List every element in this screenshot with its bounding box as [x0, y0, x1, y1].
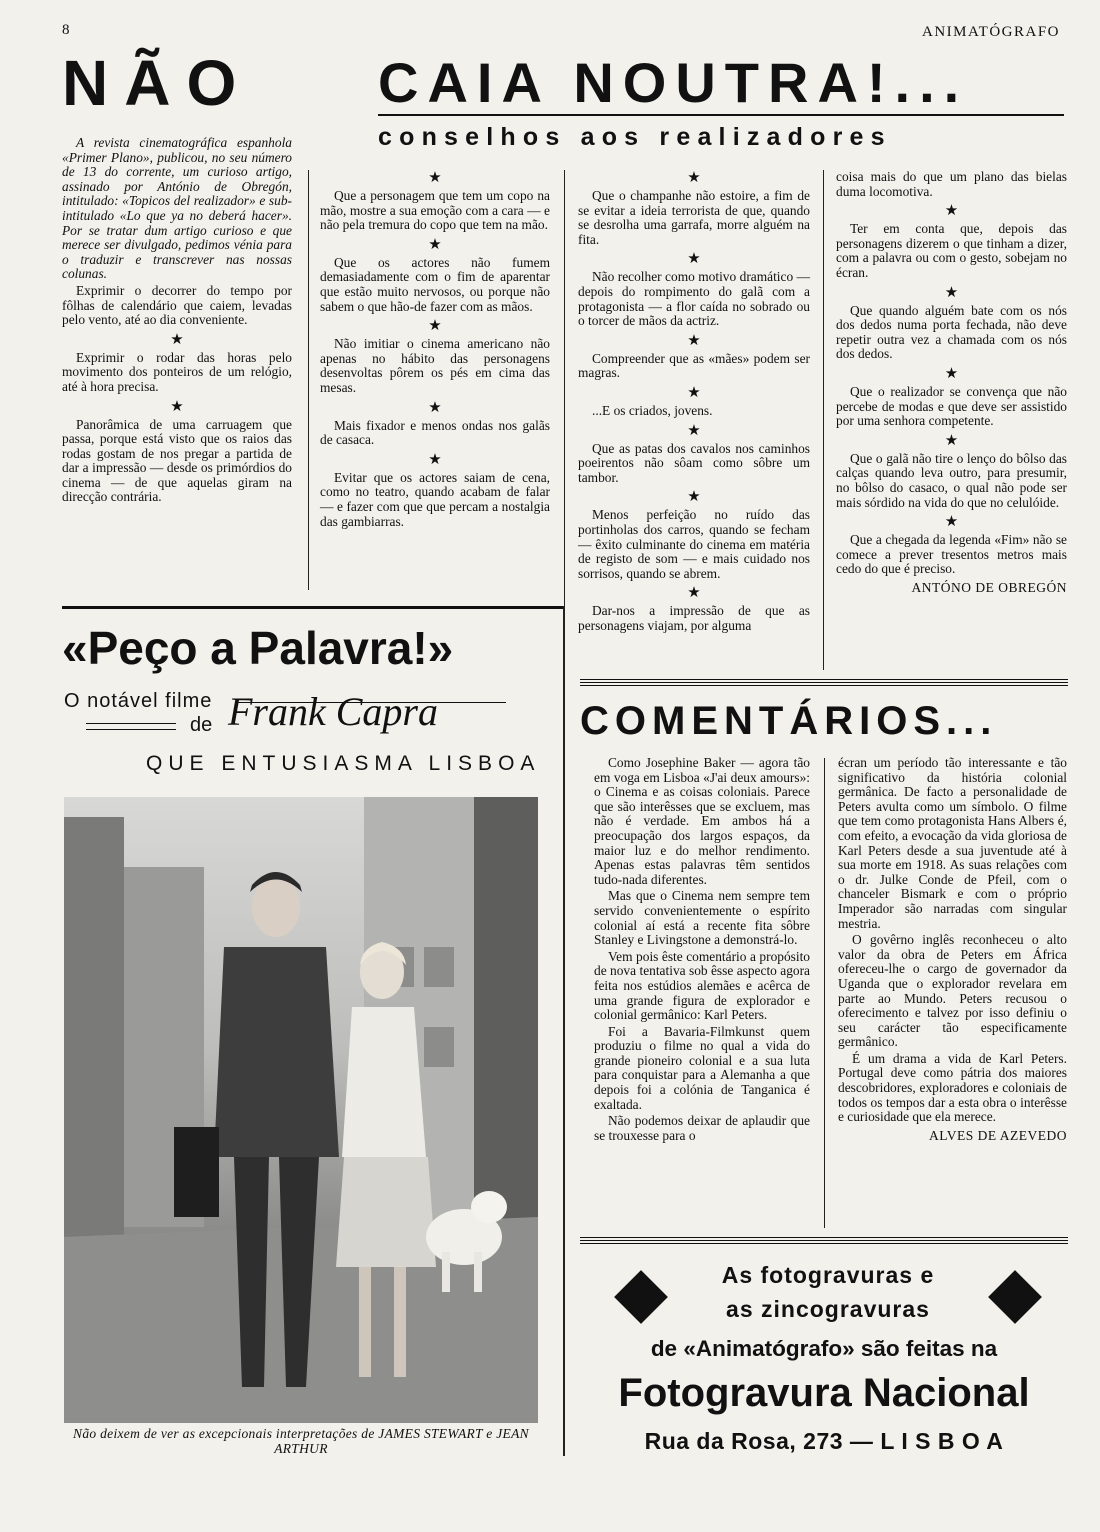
advice-item: Que as patas dos cavalos nos caminhos poeirentos não sôam como sôbre um tambor.: [578, 440, 810, 485]
star-divider: ★: [687, 170, 701, 186]
headline-left: NÃO: [62, 47, 253, 119]
advice-item: Dar-nos a impressão de que as personagens viajam, por alguma: [578, 603, 810, 633]
star-divider: ★: [687, 251, 701, 268]
advice-item: Que o galã não tire o lenço do bôlso das calças quando leva outro, para presumir, no bôlso do casaco, o qual não pode ser mais sórdido na vida do que no celulóide.: [836, 450, 1067, 510]
page-number: 8: [62, 22, 70, 38]
comentarios-title: COMENTÁRIOS...: [580, 699, 998, 743]
decor-line: [236, 702, 506, 703]
comentarios-paragraph: É um drama a vida de Karl Peters. Portugal deve como pátria dos maiores descobridores, exploradores e coloniais de todos os tempos dar a esta obra o interêsse e curiosidade que ela merece.: [838, 1050, 1067, 1125]
star-divider: ★: [428, 318, 442, 335]
star-divider: ★: [428, 399, 442, 416]
advice-item: Que o champanhe não estoire, a fim de se evitar a ideia terrorista de que, quando se desrolha uma garrafa, morre alguém na fita.: [578, 188, 810, 247]
comentarios-paragraph: Foi a Bavaria-Filmkunst quem produziu o filme no qual a vida do grande pioneiro colonial e a sua luta para conquistar para a Alemanha a que depois foi a colónia de Tanganica é exaltada.: [594, 1023, 810, 1112]
comentarios-column-1: [594, 756, 810, 1145]
star-divider: ★: [944, 365, 959, 382]
decor-line: [86, 723, 176, 724]
headline-subtitle: conselhos aos realizadores: [378, 123, 892, 151]
star-divider: ★: [944, 284, 959, 301]
film-subtitle: O notável filme: [64, 690, 213, 712]
star-divider: ★: [687, 422, 701, 439]
star-divider: ★: [687, 332, 701, 349]
magazine-name: ANIMATÓGRAFO: [921, 24, 1060, 40]
ad-address: Rua da Rosa, 273 — L I S B O A: [644, 1428, 1004, 1454]
comentarios-paragraph: Mas que o Cinema nem sempre tem servido convenientemente o espírito colonial aí está a recente fita sôbre Stanley e Livingstone a demonstrá-lo.: [594, 888, 810, 948]
star-divider: ★: [944, 203, 959, 220]
headline-rule: [378, 114, 1064, 116]
advice-item: Que quando alguém bate com os nós dos dedos numa porta fechada, não deve repetir outra vez a chamada com os nós dos dedos.: [836, 302, 1067, 362]
intro-item: Exprimir o decorrer do tempo por fôlhas de calendário que caiem, levadas pelo vento, até ao dia conveniente.: [62, 282, 292, 328]
advice-item: Que o realizador se convença que não percebe de modas e que deve ser assistido por uma senhora competente.: [836, 383, 1067, 429]
ad-line-3: de «Animatógrafo» são feitas na: [650, 1336, 998, 1361]
advice-item: Ter em conta que, depois das personagens dizerem o que tinham a dizer, com a palavra ou com o gesto, sobejam no écran.: [836, 221, 1067, 280]
wavy-rule: [580, 1236, 1068, 1244]
advice-item: Que a chegada da legenda «Fim» não se comece a prever tresentos metros mais cedo do que é preciso.: [836, 532, 1067, 577]
star-divider: ★: [687, 489, 701, 506]
advice-item: Menos perfeição no ruído das portinholas dos carros, quando se fecham — êxito culminante do cinema em matéria de registo de som — e mais cuidado nos sorrisos, quando se abrem.: [578, 507, 810, 581]
advice-column-3: [578, 166, 810, 635]
ad-company-name: Fotogravura Nacional: [618, 1371, 1030, 1415]
advice-item: Que os actores não fumem demasiadamente com o fim de aparentar que estão muito nervosos, ou porque não sabem o que hão-de fazer com as mãos.: [320, 254, 550, 314]
intro-item: Exprimir o rodar das horas pelo movimento dos ponteiros de um relógio, até à hora precisa.: [62, 349, 292, 394]
column-rule: [824, 758, 825, 1228]
comentarios-column-2: [838, 756, 1067, 1143]
film-still-illustration: [64, 797, 538, 1423]
advice-item: Evitar que os actores saiam de cena, como no teatro, quando acabam de falar — e fazer com que que percam a nostalgia das gambiarras.: [320, 469, 550, 529]
star-divider: ★: [428, 451, 442, 468]
intro-paragraph: A revista cinematográfica espanhola «Primer Plano», publicou, no seu número de 13 do corrente, um curioso artigo, assinado por António de Obregón, intitulado: «Topicos del realizador» e sub-intitulado «Lo que ya no deberá hacer». Por se tratar dum artigo curioso e que merece ser divulgado, pedimos vénia para o traduzir e transcrever nas nossas colunas.: [62, 135, 292, 282]
film-tagline: QUE ENTUSIASMA LISBOA: [146, 752, 541, 775]
intro-item: Panorâmica de uma carruagem que passa, porque está visto que os raios das rodas gostam de nos pregar a partida de dar a impressão — desde os primórdios do cinema — de que aquelas giram na direcção contrária.: [62, 416, 292, 505]
advice-item: Não imitiar o cinema americano não apenas no hábito das personagens desenvoltas pôrem os pés em cima das mesas.: [320, 336, 550, 395]
column-rule: [564, 170, 565, 670]
star-divider: ★: [170, 331, 184, 348]
advice-column-2: [320, 166, 550, 531]
advice-column-4: [836, 170, 1067, 595]
headline-right: CAIA NOUTRA!...: [378, 51, 969, 114]
advice-item: Que a personagem que tem um copo na mão, mostre a sua emoção com a cara — e não pela tremura do copo que tem na mão.: [320, 188, 550, 233]
ad-line-2: as zincogravuras: [726, 1296, 930, 1322]
star-divider: ★: [944, 514, 959, 531]
star-divider: ★: [687, 585, 701, 602]
photo-caption: Não deixem de ver as excepcionais interpretações de JAMES STEWART e JEAN ARTHUR: [73, 1426, 529, 1456]
comentarios-signature: ALVES DE AZEVEDO: [929, 1127, 1067, 1143]
film-de: de: [190, 714, 213, 736]
comentarios-continuation: écran um período tão interessante e tão significativo da história colonial germânica. De facto a personalidade de Peters avulta como um símbolo. O filme que tem como protagonista Hans Albers é, com efeito, a evocação da vida gloriosa de Karl Peters desde a sua juventude até à sua morte em 1918. As suas relações com o dr. Julke Conde de Pfeil, com o chanceler Bismark e com o próprio Imperador são narradas com singular mestria.: [838, 755, 1067, 931]
film-still-photo: [64, 797, 538, 1423]
star-divider: ★: [428, 236, 442, 253]
star-divider: ★: [687, 384, 701, 401]
ad-line-1: As fotogravuras e: [721, 1262, 935, 1288]
advice-item: ...E os criados, jovens.: [592, 402, 713, 418]
decor-line: [86, 729, 176, 730]
column-rule: [823, 170, 824, 670]
comentarios-paragraph: Não podemos deixar de aplaudir que se trouxesse para o: [594, 1113, 810, 1143]
ad-top-rule: [62, 606, 564, 609]
diamond-ornament-right: [988, 1270, 1042, 1324]
comentarios-paragraph: Vem pois êste comentário a propósito de nova tentativa sob êsse aspecto agora feita nos estúdios alemães e acêrca de uma grande figura de explorador e colonial germânico: Karl Peters.: [594, 948, 810, 1023]
wavy-rule: [580, 678, 1068, 686]
advice-item: Compreender que as «mães» podem ser magras.: [578, 350, 810, 381]
ad-side-rule: [563, 606, 565, 1456]
advice-item: Mais fixador e menos ondas nos galãs de casaca.: [320, 417, 550, 448]
star-divider: ★: [428, 170, 442, 186]
star-divider: ★: [944, 432, 959, 449]
comentarios-paragraph: Como Josephine Baker — agora tão em voga em Lisboa «J'ai deux amours»: o Cinema e as coisas coloniais. Parece que são interêsses que se excluem, mas não é verdade. Em ambos há a preocupação dos largos espaços, da maior luz e do melhor rendimento. Apenas estas palavras têm sentidos tudo-nada diferentes.: [594, 755, 810, 887]
advice-item: Não recolher como motivo dramático — depois do rompimento do galã com a protagonista — a flor caída no sobrado ou o torcer de mãos da actriz.: [578, 269, 810, 329]
director-name: Frank Capra: [228, 689, 438, 734]
film-title: «Peço a Palavra!»: [62, 622, 454, 674]
intro-column: [62, 136, 292, 507]
advice-continuation: coisa mais do que um plano das bielas duma locomotiva.: [836, 169, 1067, 199]
article-signature: ANTÓNO DE OBREGÓN: [911, 579, 1067, 595]
column-rule: [308, 170, 309, 590]
star-divider: ★: [170, 398, 184, 415]
comentarios-paragraph: O govêrno inglês reconheceu o alto valor da obra de Peters em África ofereceu-lhe o cargo de governador da Uganda que o explorador revelara em parte ao Mundo. Peters recusou o oferecimento e talvez por isso definiu o seu carácter tão especificamente germânico.: [838, 932, 1067, 1050]
